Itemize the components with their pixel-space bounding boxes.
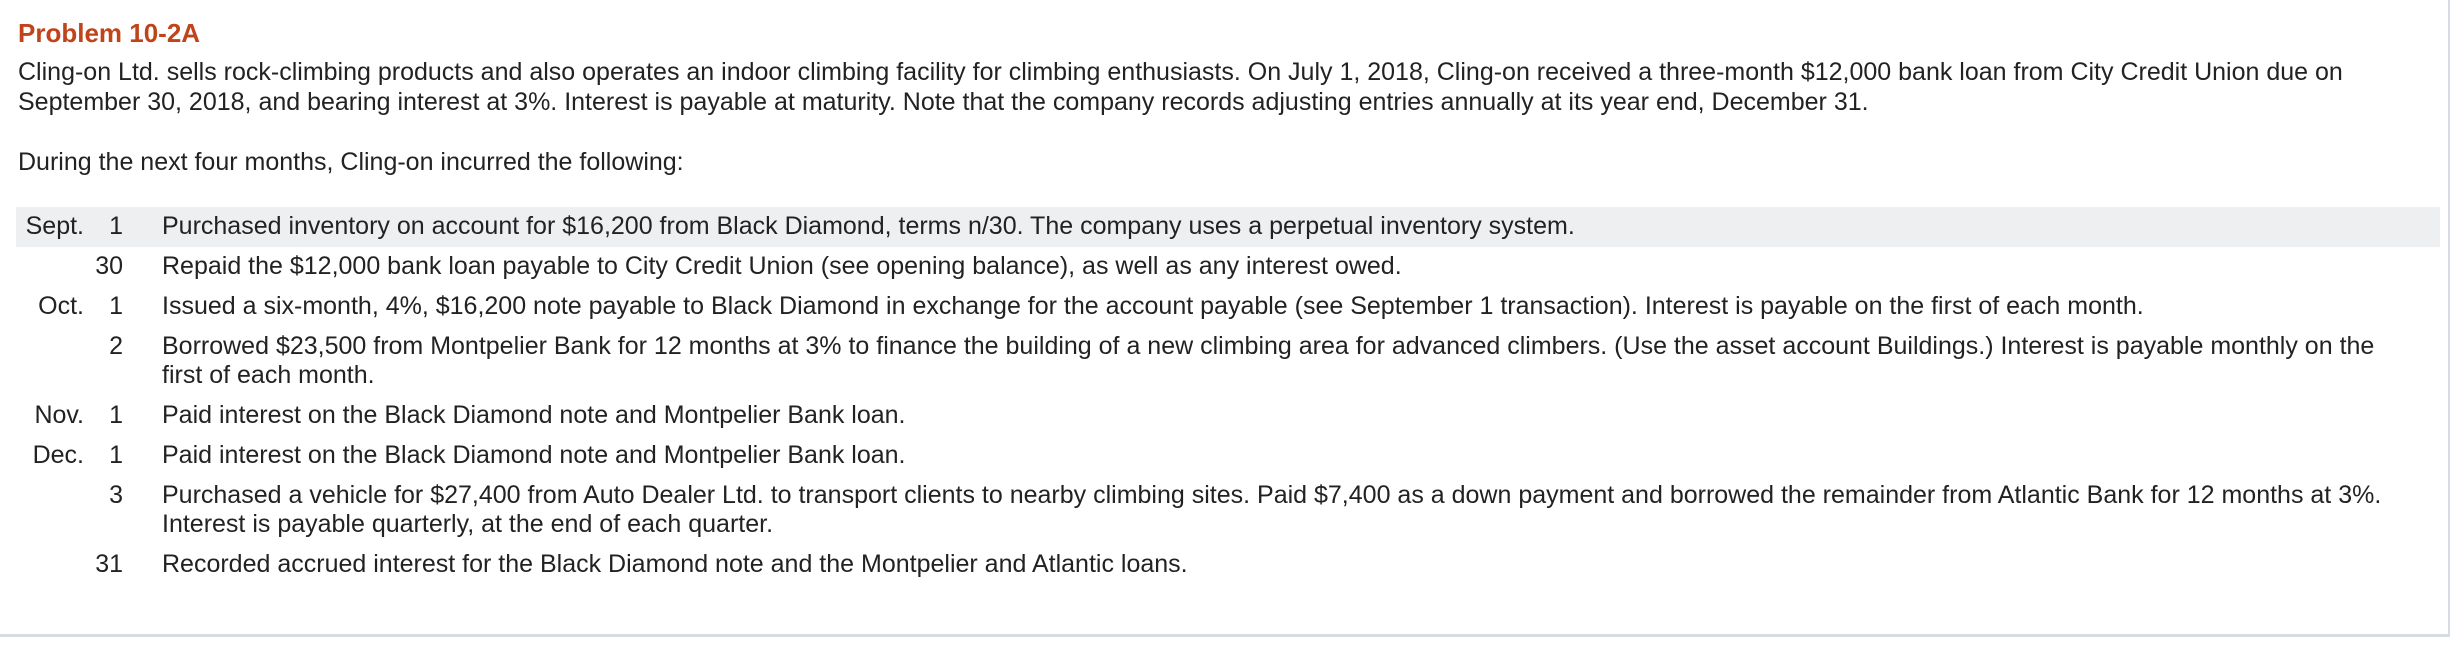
transactions-table: [16, 207, 2440, 585]
row-month: Sept.: [25, 212, 84, 240]
table-row: [16, 396, 2440, 436]
row-description: Issued a six-month, 4%, $16,200 note payable to Black Diamond in exchange for the account payable (see September 1 transaction). Interest is payable on the first of each month.: [162, 292, 2144, 320]
row-description: Purchased a vehicle for $27,400 from Auto Dealer Ltd. to transport clients to nearby climbing sites. Paid $7,400 as a down payment and borrowed the remainder from Atlantic Bank for 12 months at 3%. Interest is payable quarterly, at the end of each quarter.: [162, 481, 2382, 538]
table-row: [16, 327, 2440, 396]
transactions-lead: During the next four months, Cling-on incurred the following:: [18, 148, 684, 176]
row-day: 3: [109, 481, 123, 509]
row-month: Nov.: [34, 401, 84, 429]
table-row: [16, 247, 2440, 287]
row-day: 31: [95, 550, 123, 578]
table-row: [16, 476, 2440, 545]
problem-intro: Cling-on Ltd. sells rock-climbing products and also operates an indoor climbing facility for climbing enthusiasts. On July 1, 2018, Cling-on received a three-month $12,000 bank loan from City Credit Union due on September 30, 2018, and bearing interest at 3%. Interest is payable at maturity. Note that the company records adjusting entries annually at its year end, December 31.: [18, 58, 2343, 116]
row-day: 1: [109, 441, 123, 469]
row-month: Oct.: [38, 292, 84, 320]
table-row: [16, 207, 2440, 247]
row-description: Borrowed $23,500 from Montpelier Bank for 12 months at 3% to finance the building of a new climbing area for advanced climbers. (Use the asset account Buildings.) Interest is payable monthly on the first of each month.: [162, 332, 2375, 389]
row-day: 1: [109, 292, 123, 320]
row-description: Paid interest on the Black Diamond note and Montpelier Bank loan.: [162, 401, 906, 429]
row-day: 1: [109, 212, 123, 240]
row-description: Paid interest on the Black Diamond note and Montpelier Bank loan.: [162, 441, 906, 469]
table-row: [16, 436, 2440, 476]
row-month: Dec.: [32, 441, 84, 469]
row-description: Repaid the $12,000 bank loan payable to City Credit Union (see opening balance), as well as any interest owed.: [162, 252, 1402, 280]
row-day: 30: [95, 252, 123, 280]
table-row: [16, 287, 2440, 327]
row-day: 1: [109, 401, 123, 429]
row-description: Recorded accrued interest for the Black Diamond note and the Montpelier and Atlantic loans.: [162, 550, 1188, 578]
row-day: 2: [109, 332, 123, 360]
row-description: Purchased inventory on account for $16,200 from Black Diamond, terms n/30. The company uses a perpetual inventory system.: [162, 212, 1575, 240]
table-row: [16, 545, 2440, 585]
problem-title: Problem 10-2A: [18, 18, 201, 48]
